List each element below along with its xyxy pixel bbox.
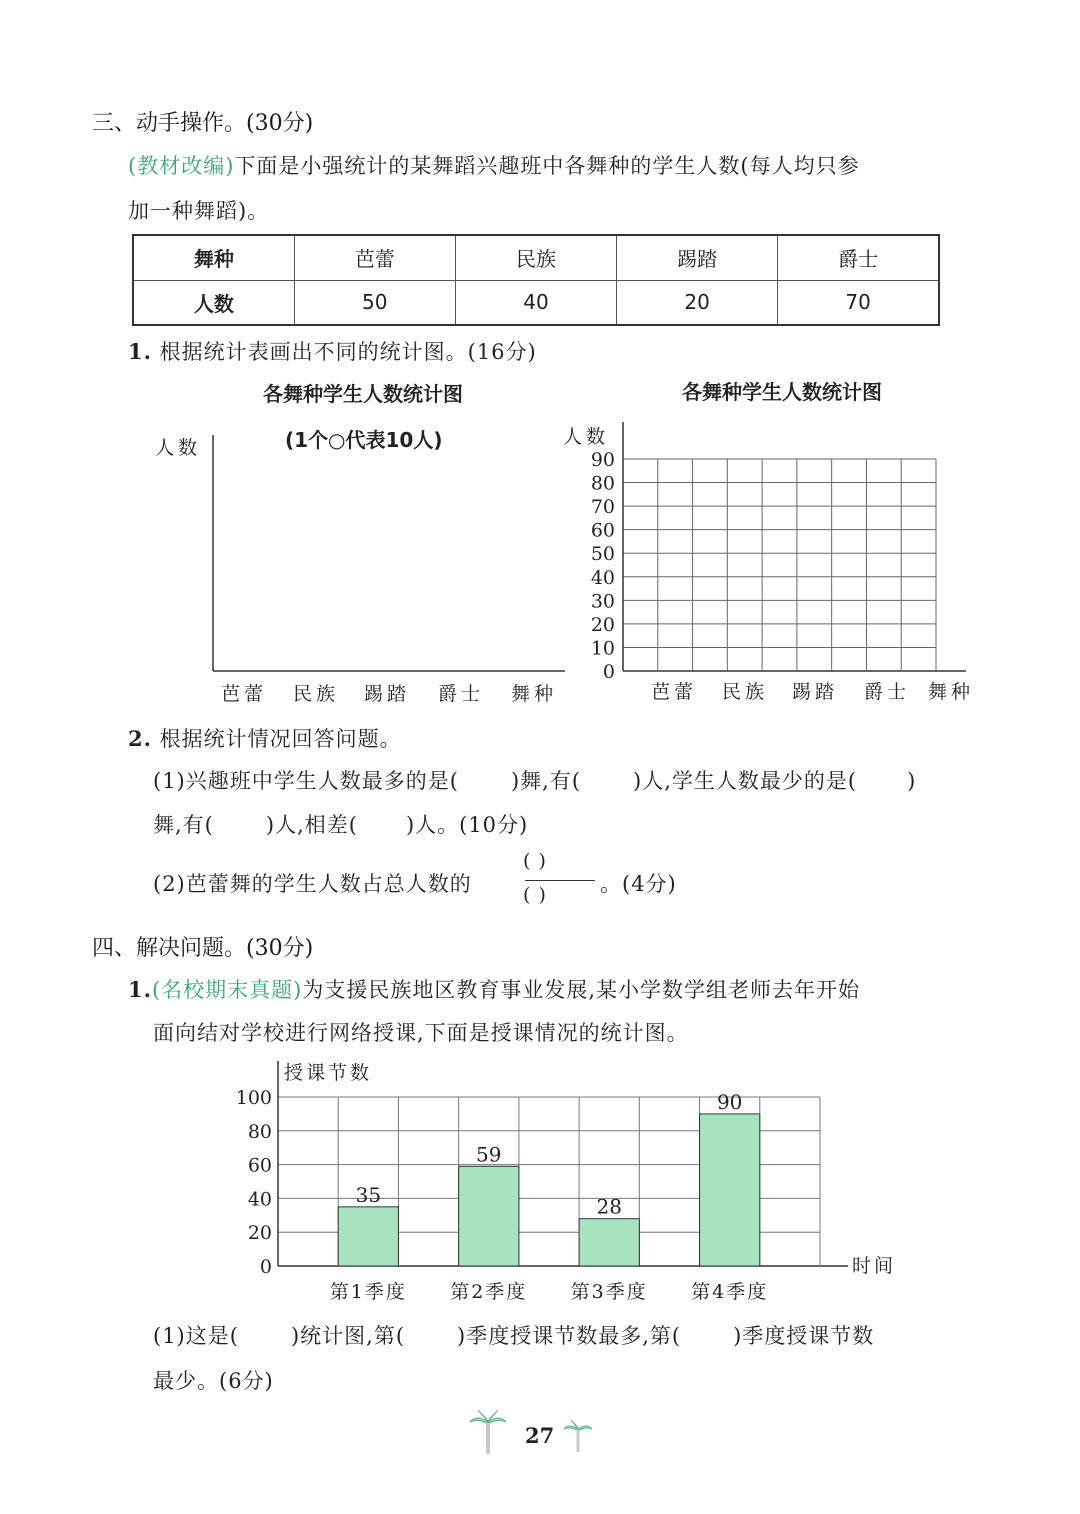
q2-text: 根据统计情况回答问题。: [159, 727, 402, 751]
table-cell: 50: [294, 280, 455, 325]
y-tick-label: 80: [247, 1120, 272, 1143]
q2-sub1-line1: [153, 765, 916, 795]
y-tick-label: 60: [247, 1154, 272, 1177]
fraction-denominator: ( ): [523, 884, 547, 906]
q2-sub1-part: 舞,有(: [153, 813, 214, 837]
lesson-bar-chart: [220, 1055, 920, 1310]
bar-value-label: 59: [476, 1142, 502, 1167]
section3-tag: (教材改编): [128, 154, 235, 178]
pictograph-title: 各舞种学生人数统计图: [263, 382, 463, 406]
bar-grid-x-label: 民族: [722, 681, 769, 703]
y-tick-label: 40: [590, 566, 615, 589]
fraction-numerator: ( ): [523, 850, 547, 872]
pictograph-x-label: 踢踏: [364, 683, 411, 705]
section3-title-text: 三、动手操作。: [92, 111, 247, 136]
section3-points: (30分): [246, 111, 314, 136]
y-tick-label: 70: [590, 496, 615, 519]
table-col: 爵士: [778, 235, 939, 280]
section3-q1: [128, 336, 537, 366]
q2-sub1-line2: [153, 809, 528, 839]
x-tick-label: 第2季度: [450, 1281, 528, 1303]
table-header-row: [133, 235, 939, 280]
q2-sub2: [153, 868, 472, 898]
q2-sub2-points: 。(4分): [600, 872, 677, 896]
table-cell: 40: [455, 280, 616, 325]
y-tick-label: 100: [235, 1087, 272, 1109]
pictograph-y-label: 人数: [155, 437, 202, 459]
bar-grid-x-label: 芭蕾: [651, 681, 698, 703]
q2-sub2-text: (2)芭蕾舞的学生人数占总人数的: [153, 872, 472, 896]
x-tick-label: 第3季度: [570, 1281, 648, 1303]
y-tick-label: 90: [590, 449, 615, 471]
bar-value-label: 28: [596, 1194, 622, 1219]
bar-grid-x-axis-name: 舞种: [928, 681, 975, 703]
table-value-row: [133, 280, 939, 325]
q2-sub1-part: )人。(10分): [405, 813, 529, 837]
section4-title-text: 四、解决问题。: [92, 936, 247, 961]
section4-sub1-part: )统计图,第(: [290, 1324, 406, 1348]
x-axis-label: 时间: [852, 1255, 897, 1277]
q2-sub1-part: ): [907, 769, 917, 793]
y-tick-label: 50: [590, 543, 615, 566]
table-cell: 70: [778, 280, 939, 325]
section4-sub1-line2: 最少。(6分): [153, 1369, 274, 1393]
section4-q1-number: 1.: [128, 977, 152, 1002]
pictograph-axes: [205, 430, 575, 680]
bar-value-label: 90: [716, 1089, 743, 1114]
bar: [700, 1114, 760, 1266]
q2-sub1-part: )人,学生人数最少的是(: [633, 769, 858, 793]
bar-grid-x-label: 爵士: [864, 681, 911, 703]
bar: [459, 1166, 519, 1266]
y-tick-label: 10: [590, 637, 615, 660]
section4-title: [92, 931, 313, 962]
pictograph-x-axis-name: 舞种: [511, 683, 558, 705]
fraction-answer[interactable]: [521, 850, 599, 912]
dance-table: [132, 234, 940, 326]
y-tick-label: 0: [602, 661, 615, 683]
section3-title: [92, 106, 313, 137]
q2-sub1-part: )舞,有(: [510, 769, 582, 793]
q1-number: 1.: [128, 339, 152, 364]
bar: [338, 1207, 398, 1266]
y-tick-label: 20: [247, 1222, 272, 1245]
section4-q1-text: 为支援民族地区教育事业发展,某小学数学组老师去年开始: [302, 978, 861, 1002]
y-tick-label: 0: [259, 1256, 272, 1278]
section4-q1-line1: [128, 974, 860, 1004]
bar-grid: [575, 418, 975, 688]
page-number: 27: [525, 1423, 555, 1448]
table-header-label: 舞种: [133, 235, 294, 280]
y-axis-label: 授课节数: [284, 1062, 373, 1084]
y-tick-label: 30: [590, 590, 615, 613]
table-col: 芭蕾: [294, 235, 455, 280]
section4-sub1-part: )季度授课节数: [733, 1324, 875, 1348]
x-tick-label: 第1季度: [329, 1281, 407, 1303]
palm-tree-icon: [563, 1420, 593, 1454]
section4-sub1-part: )季度授课节数最多,第(: [457, 1324, 682, 1348]
table-cell: 20: [617, 280, 778, 325]
fraction-bar: [525, 880, 595, 881]
section4-q1-line2: 面向结对学校进行网络授课,下面是授课情况的统计图。: [153, 1021, 689, 1045]
q2-sub1-part: )人,相差(: [265, 813, 358, 837]
q2-sub1-part: (1)兴趣班中学生人数最多的是(: [153, 769, 459, 793]
bar-grid-x-label: 踢踏: [792, 681, 839, 703]
section3-q2: [128, 723, 402, 753]
palm-tree-icon: [468, 1410, 508, 1456]
section3-intro-line1: [128, 150, 860, 180]
pictograph-x-label: 爵士: [438, 683, 485, 705]
q1-text: 根据统计表画出不同的统计图。(16分): [159, 340, 537, 364]
q2-number: 2.: [128, 726, 152, 751]
table-row-label: 人数: [133, 280, 294, 325]
y-tick-label: 60: [590, 519, 615, 542]
table-col: 民族: [455, 235, 616, 280]
pictograph-x-label: 民族: [293, 683, 340, 705]
pictograph-key: (1个○代表10人): [285, 428, 443, 452]
table-col: 踢踏: [617, 235, 778, 280]
y-tick-label: 20: [590, 613, 615, 636]
intro-line1-text: 下面是小强统计的某舞蹈兴趣班中各舞种的学生人数(每人均只参: [234, 154, 860, 178]
section4-q1-tag: (名校期末真题): [151, 978, 303, 1002]
section4-sub1-line1: [153, 1320, 874, 1350]
bar-value-label: 35: [355, 1182, 382, 1207]
bar-grid-title: 各舞种学生人数统计图: [682, 380, 882, 404]
bar-grid-y-label: 人数: [563, 426, 610, 448]
section3-intro-line2: 加一种舞蹈)。: [128, 199, 270, 223]
section4-sub1-part: (1)这是(: [153, 1324, 239, 1348]
y-tick-label: 80: [590, 472, 615, 495]
pictograph-x-label: 芭蕾: [221, 683, 268, 705]
y-tick-label: 40: [247, 1188, 272, 1211]
bar: [579, 1219, 639, 1266]
section4-points: (30分): [246, 936, 314, 961]
x-tick-label: 第4季度: [691, 1281, 769, 1303]
